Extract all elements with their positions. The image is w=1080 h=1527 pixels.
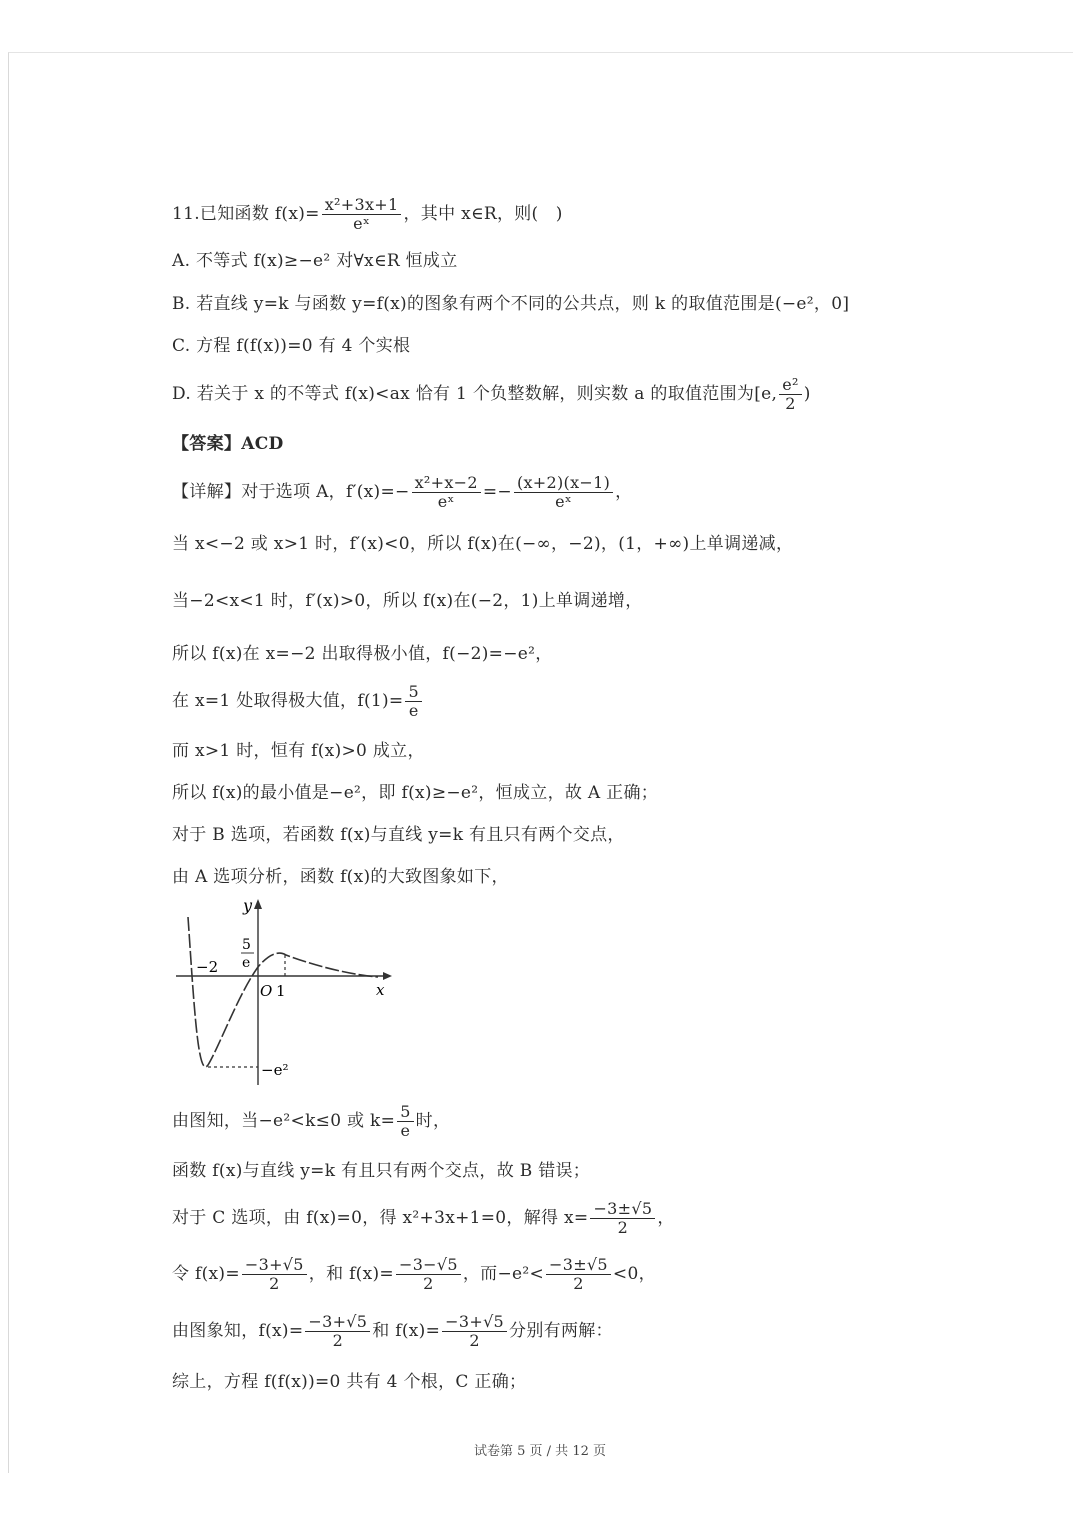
solution-fraction: $\frac{-3\pm√5}{2}$ bbox=[546, 1256, 611, 1293]
solution-line-3: 当−2<x<1 时，f′(x)>0，所以 f(x)在(−2，1)上单调递增， bbox=[172, 591, 643, 611]
function-graph bbox=[168, 895, 398, 1095]
option-b: B. 若直线 y=k 与函数 y=f(x)的图象有两个不同的公共点，则 k 的取值范围是(−e²，0] bbox=[172, 294, 850, 314]
solution-line-15: 综上，方程 f(f(x))=0 共有 4 个根，C 正确； bbox=[172, 1372, 527, 1392]
solution-fraction: $\frac{5}{e}$ bbox=[405, 683, 421, 720]
solution-line-6: 而 x>1 时，恒有 f(x)>0 成立， bbox=[172, 741, 425, 761]
neg2-label: −2 bbox=[196, 958, 219, 976]
option-d-fraction: $\frac{\text{e²}}{2}$ bbox=[779, 376, 801, 413]
solution-fraction: $\frac{\text{x²+x−2}}{\text{eˣ}}$ bbox=[412, 474, 481, 511]
option-a: A. 不等式 f(x)≥−e² 对∀x∈R 恒成立 bbox=[172, 251, 458, 271]
x-axis-arrow bbox=[383, 972, 392, 980]
solution-fraction: $\frac{-3+√5}{2}$ bbox=[442, 1313, 507, 1350]
solution-line-2: 当 x<−2 或 x>1 时，f′(x)<0，所以 f(x)在(−∞，−2)，(1，+∞)上单调递减， bbox=[172, 534, 794, 554]
origin-label: O bbox=[260, 982, 273, 1000]
max-label-den: e bbox=[242, 955, 251, 971]
y-label: y bbox=[243, 896, 253, 915]
max-label-num: 5 bbox=[242, 937, 251, 953]
solution-line-10: 由图知，当−e²<k≤0 或 k= $\frac{5}{e}$ 时， bbox=[172, 1102, 451, 1140]
min-label: −e² bbox=[261, 1061, 289, 1079]
x-label: x bbox=[376, 981, 385, 999]
solution-fraction: $\frac{5}{e}$ bbox=[397, 1103, 413, 1140]
page-footer: 试卷第 5 页 / 共 12 页 bbox=[474, 1444, 606, 1459]
option-d: D. 若关于 x 的不等式 f(x)<ax 恰有 1 个负整数解，则实数 a 的取值范围为[e, $\frac{\text{e²}}{2}$ ) bbox=[172, 375, 811, 413]
solution-line-12: 对于 C 选项，由 f(x)=0，得 x²+3x+1=0，解得 x= $\frac{-3\pm√5}{2}$ ， bbox=[172, 1199, 675, 1237]
solution-fraction: $\frac{(x+2)(x-1)}{\text{eˣ}}$ bbox=[514, 474, 613, 511]
solution-line-13: 令 f(x)= $\frac{-3+√5}{2}$ ，和 f(x)= $\frac{-3-√5}{2}$ ，而−e²< $\frac{-3\pm√5}{2}$ <0， bbox=[172, 1255, 656, 1293]
option-c: C. 方程 f(f(x))=0 有 4 个实根 bbox=[172, 336, 411, 356]
solution-line-5: 在 x=1 处取得极大值，f(1)= $\frac{5}{e}$ bbox=[172, 683, 424, 720]
solution-fraction: $\frac{-3-√5}{2}$ bbox=[396, 1256, 461, 1293]
question-stem: 11.已知函数 f(x)= $\frac{\text{x²+3x+1}}{\text{eˣ}}$ ，其中 x∈R，则( ) bbox=[172, 195, 563, 233]
solution-line-11: 函数 f(x)与直线 y=k 有且只有两个交点，故 B 错误； bbox=[172, 1161, 591, 1181]
solution-line-9: 由 A 选项分析，函数 f(x)的大致图象如下， bbox=[172, 867, 509, 887]
solution-fraction: $\frac{-3+√5}{2}$ bbox=[242, 1256, 307, 1293]
stem-fraction: $\frac{\text{x²+3x+1}}{\text{eˣ}}$ bbox=[322, 196, 402, 233]
y-axis-arrow bbox=[254, 899, 262, 909]
solution-line-1: 【详解】对于选项 A，f′(x)=− $\frac{\text{x²+x−2}}{\text{eˣ}}$ =− $\frac{(x+2)(x-1)}{\text{eˣ}}$ ， bbox=[172, 473, 633, 511]
solution-line-7: 所以 f(x)的最小值是−e²，即 f(x)≥−e²，恒成立，故 A 正确； bbox=[172, 783, 659, 803]
solution-line-4: 所以 f(x)在 x=−2 出取得极小值，f(−2)=−e²， bbox=[172, 644, 553, 664]
solution-fraction: $\frac{-3+√5}{2}$ bbox=[305, 1313, 370, 1350]
answer: 【答案】ACD bbox=[172, 434, 284, 454]
solution-fraction: $\frac{-3\pm√5}{2}$ bbox=[590, 1200, 655, 1237]
solution-line-8: 对于 B 选项，若函数 f(x)与直线 y=k 有且只有两个交点， bbox=[172, 825, 625, 845]
one-label: 1 bbox=[276, 982, 286, 1000]
solution-line-14: 由图象知，f(x)= $\frac{-3+√5}{2}$ 和 f(x)= $\frac{-3+√5}{2}$ 分别有两解： bbox=[172, 1312, 613, 1350]
